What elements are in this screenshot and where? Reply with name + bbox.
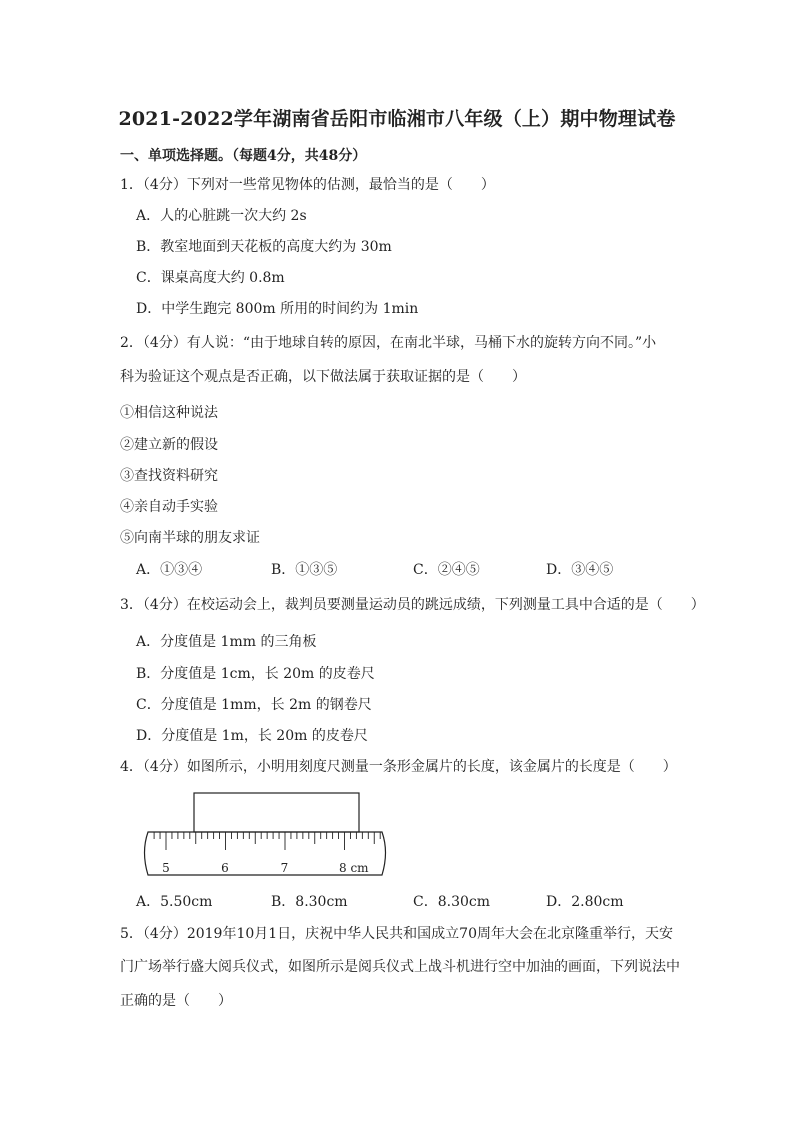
question-2-stem-line1: 2．（4分）有人说：“由于地球自转的原因，在南北半球，马桶下水的旋转方向不同。”小 <box>120 335 657 351</box>
question-4-choice-c: C．8.30cm <box>413 894 490 910</box>
question-4-choice-b: B．8.30cm <box>271 894 348 910</box>
question-2-choice-c: C．②④⑤ <box>413 562 480 578</box>
question-1-option-c: C．课桌高度大约 0.8m <box>136 270 285 286</box>
question-2-choice-a: A．①③④ <box>136 562 203 578</box>
question-5-line2: 门广场举行盛大阅兵仪式，如图所示是阅兵仪式上战斗机进行空中加油的画面，下列说法中 <box>120 959 680 975</box>
question-4-choice-a: A．5.50cm <box>136 894 213 910</box>
question-2-choice-b: B．①③⑤ <box>271 562 338 578</box>
question-2-statement: ④亲自动手实验 <box>120 499 218 515</box>
ruler-ticks <box>154 832 380 850</box>
question-1-option-d: D．中学生跑完 800m 所用的时间约为 1min <box>136 301 419 317</box>
ruler-diagram <box>0 790 794 880</box>
question-5-line3: 正确的是（ ） <box>120 993 232 1009</box>
question-2-statement: ⑤向南半球的朋友求证 <box>120 530 260 546</box>
metal-strip <box>194 793 359 832</box>
ruler-label-8cm: 8 cm <box>339 861 369 875</box>
question-4-stem: 4．（4分）如图所示，小明用刻度尺测量一条形金属片的长度，该金属片的长度是（ ） <box>120 759 677 775</box>
question-2-statement: ①相信这种说法 <box>120 405 218 421</box>
question-2-statement: ②建立新的假设 <box>120 437 218 453</box>
question-4-choice-d: D．2.80cm <box>546 894 624 910</box>
ruler-label-7: 7 <box>280 861 289 875</box>
question-3-option-d: D．分度值是 1m，长 20m 的皮卷尺 <box>136 728 368 744</box>
question-1-stem: 1．（4分）下列对一些常见物体的估测，最恰当的是（ ） <box>120 177 495 193</box>
question-3-stem: 3．（4分）在校运动会上，裁判员要测量运动员的跳远成绩，下列测量工具中合适的是（ ） <box>120 597 705 613</box>
page-title: 2021-2022学年湖南省岳阳市临湘市八年级（上）期中物理试卷 <box>118 108 676 130</box>
section-heading: 一、单项选择题。（每题4分，共48分） <box>120 148 367 164</box>
question-1-option-a: A．人的心脏跳一次大约 2s <box>136 208 307 224</box>
question-2-statement: ③查找资料研究 <box>120 468 218 484</box>
question-5-line1: 5．（4分）2019年10月1日，庆祝中华人民共和国成立70周年大会在北京隆重举行，天安 <box>120 926 673 942</box>
question-3-option-c: C．分度值是 1mm，长 2m 的钢卷尺 <box>136 697 372 713</box>
question-3-option-a: A．分度值是 1mm 的三角板 <box>136 634 317 650</box>
question-2-choice-d: D．③④⑤ <box>546 562 614 578</box>
ruler-label-6: 6 <box>221 861 229 875</box>
question-2-stem-line2: 科为验证这个观点是否正确，以下做法属于获取证据的是（ ） <box>120 369 526 385</box>
ruler-label-5: 5 <box>162 861 170 875</box>
question-3-option-b: B．分度值是 1cm，长 20m 的皮卷尺 <box>136 666 375 682</box>
question-1-option-b: B．教室地面到天花板的高度大约为 30m <box>136 239 392 255</box>
